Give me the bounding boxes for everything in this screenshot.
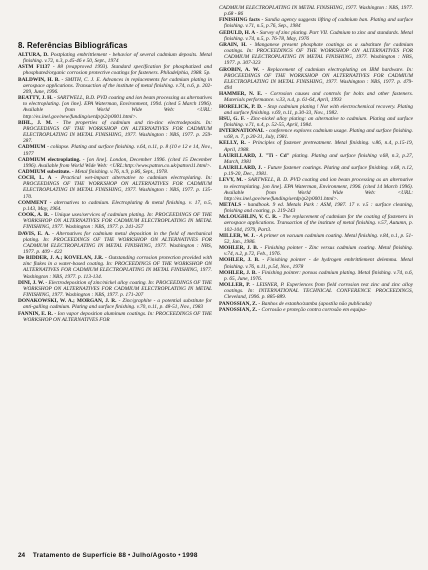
reference-author: PANOSSIAN, Z. <box>219 306 258 313</box>
reference-author: BIHL, J. M. <box>18 119 53 126</box>
reference-text: - Finishing pointer - de hydrogen embrittlement delemma. Metal finishing. v.76, n.11, p.54, Nov., 1978 <box>224 257 413 270</box>
reference-entry <box>219 177 413 202</box>
reference-entry <box>18 77 212 95</box>
reference-author: PANOSSIAN, Z. <box>219 300 258 307</box>
reference-entry <box>18 311 212 323</box>
reference-author: HSU, G. F. <box>219 115 245 122</box>
reference-entry <box>18 52 212 64</box>
reference-text: - Replacement of cadmium electroplating on IBM hardware. In: PROCEEDINGS OF THE WORKSHOP ON ALTERNATIVES FOR CADMIUM ELECTROPLATING IN METAL FINISHING, 1977. Washington : NBS, 1977. p. 479-494 <box>224 66 413 92</box>
reference-entry <box>219 233 413 245</box>
reference-text: - Manganese present phosphate coatings as a substitute for cadmium coatings. In: PROCEEDINGS OF THE WORKSHOP ON ALTERNATIVES FOR CADMIUM ELECTROPLATING IN METAL FINISHING, 1977. Washington : NBS, 1977. p. 307-323 <box>224 41 413 67</box>
reference-entry <box>219 104 413 116</box>
reference-author: CADMIUM electroplating. <box>18 156 81 163</box>
reference-text: - [on line]. London, December 1996. (cited 15 December 1996). Available from World Wide Web: <URL:http://www.patton.co.uk/patton11.html>. <box>23 156 212 169</box>
reference-entry <box>219 67 413 92</box>
reference-text: - SMITH, C. J. E. Advances in replacements for cadmium plating in aerospace applications. Transaction of the institute of metal finishing. v.74, n.6, p. 202-209, June, 1996. <box>23 76 212 95</box>
reference-text: CADMIUM ELECTROPLATING IN METAL FINISHING, 1977. Washington : NBS, 1977. p.68 - 86 <box>219 5 413 18</box>
journal-name: Tratamento de Superfície 88 <box>32 552 127 559</box>
footer-separator: • <box>128 552 131 559</box>
reference-text: - Ion vapor deposition aluminum coatings. In: PROCEEDINGS OF THE WORKSHOP ON ALTERNATIVES FOR <box>23 310 212 323</box>
left-column <box>18 41 212 323</box>
reference-text: - Corrosão e proteção contra corrosão em equipa- <box>257 306 367 313</box>
reference-text: - Sandia agency suggests lifting of cadmium ban. Plating and surface finishing. v.71, n.5, p.76, Sep., 1984 <box>224 17 413 30</box>
reference-author: DINI, J. W. <box>18 279 45 286</box>
reference-entry <box>219 30 413 42</box>
reference-text: - Finishing pointer: porous cadmium plating. Metal finishing. v.74, n.6, p. 65, June, 1976. <box>224 269 413 282</box>
reference-author: COCH, L. A <box>18 175 52 182</box>
reference-entry <box>18 175 212 200</box>
reference-text: - Corrosion causes and controls for bolts and other fasteners. Materials performance. v.33, n.4, p. 61-64, April, 1993 <box>224 91 413 104</box>
reference-author: DONAKOWSKI, W. A.; MORGAN, J. R. <box>18 298 117 305</box>
reference-text: - Stop cadmium plating ! Not with electrochemical recovery. Plating and surface finishing. v.69, n.11, p.30-33, Nov., 1982. <box>224 103 413 116</box>
reference-entry <box>219 214 413 232</box>
reference-author: BEATTY, J. H. <box>18 95 53 102</box>
reference-author: BALDWIN, H. B. <box>18 76 60 83</box>
reference-author: INTERNATIONAL <box>219 128 265 135</box>
reference-author: KELLY, R. <box>219 140 246 147</box>
reference-entry <box>18 144 212 156</box>
page-footer <box>18 552 198 559</box>
reference-text: - SARTWELL, B. D. PVD coating and ion beam processing as an alternative to electroplating. [on line]. EPA Waterman, Environment, 1996. (cited 14 March 1996). Available from World Wide Web: <URL: http://es.inel.gov/new/funding/serdp/p2/p0001.html>. <box>224 177 413 202</box>
reference-author: COMMENT <box>18 199 48 206</box>
reference-entry <box>219 153 413 165</box>
reference-author: LEVY, M. <box>219 177 243 184</box>
reference-author: LAURILLARD, J. "Ti - Cd" <box>219 152 290 159</box>
reference-entry <box>219 165 413 177</box>
reference-text: - The properties of cadmium and tin-zinc electrodeposits. In: PROCEEDINGS OF THE WORKSHOP ON ALTERNATIVES FOR CADMIUM ELECTROPLATING IN METAL FINISHING, 1977. Washington : NBS, 1977. p. 259-287. <box>23 119 212 145</box>
reference-text: plating. Plating and surface finishing v.68, n.3, p.27, March, 1981 <box>224 152 413 165</box>
reference-author: CADMIUM substitute. <box>18 168 71 175</box>
right-column <box>219 5 413 313</box>
reference-entry <box>219 91 413 103</box>
reference-author: CADMIUM <box>18 144 46 151</box>
reference-author: DAVIS, E. A. <box>18 230 50 237</box>
reference-text: - 88 (reapproved 1993). Standard specification for phosphatized and phosphated/organic corrosion protective coatings for fasteners. Philadelphia, 1988. 5p. <box>23 64 213 77</box>
reference-entry <box>18 298 212 310</box>
reference-text: - Practical wet-impact alternative to cadmium electroplating. In: PROCEEDINGS OF THE WORKSHOP ON ALTERNATIVES FOR CADMIUM ELECTROPLATING IN METAL FINISHING, 1977. Washington : NBS, 1977. p. 135-170. <box>23 175 212 200</box>
reference-entry <box>18 120 212 145</box>
reference-author: MOHLER, J. B. <box>219 269 257 276</box>
reference-entry <box>219 307 413 313</box>
reference-entry <box>219 140 413 152</box>
right-reference-list <box>219 5 413 313</box>
footer-separator: • <box>178 552 181 559</box>
reference-text: - conference explores cadmium usage. Plating and surface finishing. v.68, n. 7, p.30-31, July, 1981. <box>224 128 413 141</box>
reference-author: MOLLER, P. <box>219 282 251 289</box>
reference-text: - handbook. 9 ed. Metals Park : ASM, 1987. 17 v. v.5 : surface cleaning, finishing and coating, p. 219-243 <box>224 202 413 215</box>
reference-author: METALS <box>219 202 242 208</box>
reference-author: FANNIN, E. R. <box>18 310 53 317</box>
reference-entry <box>18 200 212 212</box>
reference-entry <box>18 212 212 230</box>
reference-text: Postplating embrittlement - behavior of several cadmium deposits. Metal finishing. v.72, n.3, p.45-46 e 50, Sept., 1974 <box>23 52 212 65</box>
reference-text: - The replacement of cadmium for the coating of fasteners in aerospace applications. Transaction of the institute of metal finishing. v.57, Autumn, p. 102-104, 1979, Part3. <box>224 214 413 233</box>
reference-author: ALTURA, D. <box>18 52 49 58</box>
reference-entry <box>18 64 212 76</box>
reference-text: - Zinc/graphite - a potential substitute for anti-galling cadmium. Plating and surface finishing. v.70, n.11, p. 48-51, Nov., 1983 <box>23 298 212 311</box>
reference-entry <box>219 17 413 29</box>
reference-text: - Alternatives for cadmium metal deposition in the field of mechanical plating. In: PROCEEDINGS OF THE WORKSHOP ON ALTERNATIVES FOR CADMIUM ELECTROPLATING IN METAL FINISHING, 1977. Washington : NBS, 1977. p. 409 - 422 <box>23 230 212 255</box>
reference-text: - Metal finishing. v.76, n.9, p.86, Sept., 1978. <box>70 168 169 175</box>
reference-author: MOHLER, J. B. <box>219 257 260 264</box>
page-number: 24 <box>18 552 26 559</box>
year-label: 1998 <box>182 552 198 559</box>
reference-author: GROBIN, A. W. <box>219 66 260 73</box>
reference-entry <box>18 231 212 256</box>
reference-author: FINISHING facts <box>219 17 260 24</box>
reference-text: - Outstanding corrosion protection provided with zinc flakes in a water-based coating. In: PROCEEDINGS OF THE WORKSHOP ON ALTERNATIVES FOR CADMIUM ELECTROPLATING IN METAL FINISHING, 1977. Washington : NBS, 1977. p. 113-134. <box>23 255 212 280</box>
reference-entry <box>18 157 212 169</box>
reference-entry <box>219 116 413 128</box>
reference-text: - LEISNER, P. Experiences from field corrosion test zinc and zinc alloy coatings. In: INTERNATIONAL TECHNICAL CONFERENCE PROCEEDINGS, Cleveland, 1996. p. 885-889. <box>224 282 413 301</box>
reference-author: De RIDDER, J. A.; KOVELAN, J.R. <box>18 255 104 262</box>
reference-text: - Zinc-nickel alloy plating: an alternative to cadmium. Plating and surface finishing. v.71, n.4, p. 52-55, April, 1984. <box>224 115 413 128</box>
issue-label: Julho/Agosto <box>132 552 177 559</box>
reference-entry <box>219 282 413 300</box>
reference-entry <box>219 270 413 282</box>
reference-text: - Survey of zinc plating. Part VII. Cadmium to zinc and standards. Metal finishing. v.74, n.5, p. 76-78, May, 1976 <box>224 29 413 42</box>
reference-author: MILLER, W. J. <box>219 232 255 239</box>
reference-entry <box>219 202 413 214</box>
reference-text: - Finishing pointer - Zinc versus cadmium coating. Metal finishing. v.74, n.2, p.72, Feb., 1976. <box>224 245 413 258</box>
reference-text: - SARTWELL, B.D. PVD coating and ion beam processing as alternatives to electroplating. [on line]. EPA Waterman, Environment, 1994. (cited 5 March 1996). Available from World Wide Web: <URL: http://es.inel.gov/new/funding/serdp/p2/p0001.html>. <box>23 95 212 120</box>
reference-text: - collapse. Plating and surface finishing. v.64, n.11, p. 8 (10 e 12 e 14, Nov., 1977 <box>23 144 212 157</box>
reference-text: - Electrodeposition of zinc/nickel alloy coating. In: PROCEEDINGS OF THE WORKSHOP ON ALTERNATIVES FOR CADMIUM ELECTROPLATING IN METAL FINISHING, 1977. Washington : NBS, 1977. p. 171-207 <box>23 279 212 299</box>
reference-entry <box>18 280 212 298</box>
reference-text: - Banhos de estanho/zamba (apostila não publicada) <box>257 300 372 307</box>
reference-author: ASTM F1137 <box>18 64 50 71</box>
left-reference-list <box>18 52 212 323</box>
reference-entry <box>18 95 212 120</box>
section-heading: 8. Referências Bibliográficas <box>18 41 128 50</box>
reference-text: - Unique uses/services of cadmium plating. In: PROCEEDINGS OF THE WORKSHOP ON ALTERNATIVES FOR CADMIUM ELECTROPLATING IN METAL FINISHING, 1977. Washington : NBS, 1977. p. 241-257 <box>23 212 212 231</box>
reference-author: GRAIN, H. <box>219 41 247 48</box>
reference-entry <box>219 257 413 269</box>
reference-author: HORELICK, P. D. <box>219 103 263 110</box>
reference-text: - alternatives to cadmium. Electroplating & metal finishing. v. 17, n.5, p.143, May, 1964. <box>23 199 212 212</box>
reference-author: GEDULD, H. A <box>219 29 256 36</box>
reference-entry <box>18 255 212 280</box>
reference-author: MOHLER, J. B. <box>219 245 259 252</box>
reference-author: HAMMER, N. E. <box>219 91 263 98</box>
reference-text: - A primer on vacuum cadmium coating. Metal finishing. v.84, n.1, p. 51-52, Jan., 1986. <box>224 232 413 245</box>
reference-entry <box>219 5 413 17</box>
reference-text: - Future fastener coatings. Plating and surface finishing. v.68, n.12, p.19-20, Dec., 1981. <box>224 165 413 178</box>
reference-text: - Principles of fastener pretreatment. Metal finishing. v.86, n.4, p.15-19, April, 1988. <box>224 140 413 153</box>
reference-author: LAURILLARD, J. <box>219 165 263 172</box>
reference-entry <box>219 245 413 257</box>
reference-author: McLOUGHLIN, V. C. R. <box>219 214 278 221</box>
reference-author: COOK, A. R. <box>18 212 50 219</box>
reference-entry <box>219 128 413 140</box>
reference-entry <box>219 42 413 67</box>
